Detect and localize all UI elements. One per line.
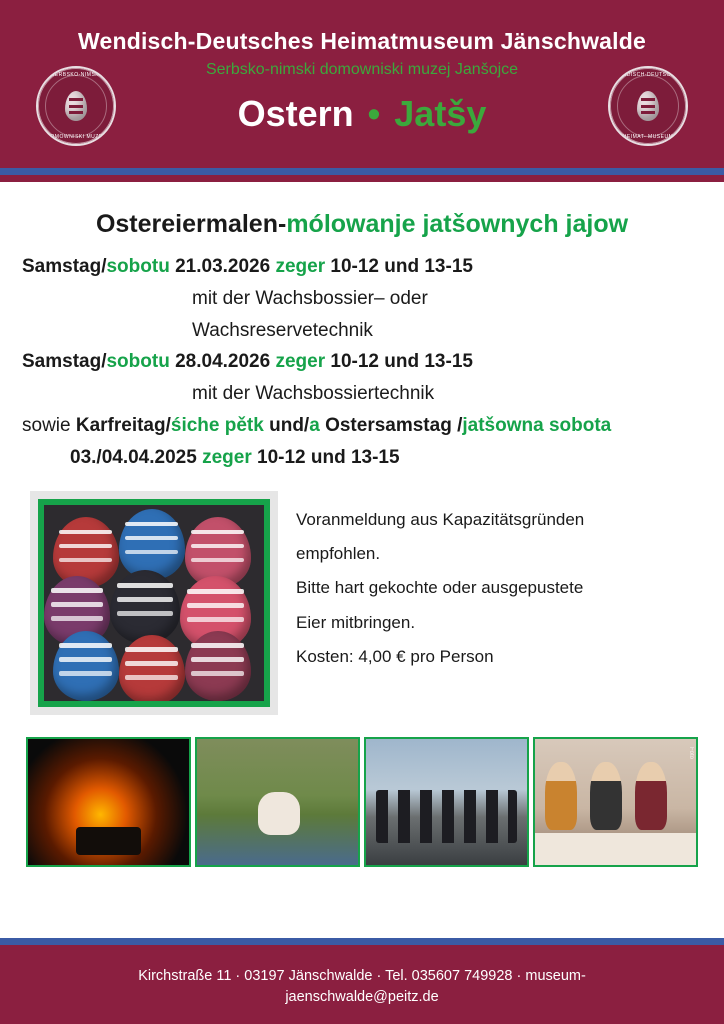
info-line-price: Kosten: 4,00 € pro Person — [296, 646, 494, 666]
section-title-separator: - — [277, 210, 287, 238]
event-time: 10-12 und 13-15 — [325, 256, 473, 277]
decorated-eggs-photo-frame — [38, 499, 270, 707]
egg-icon — [185, 631, 251, 702]
extra-samstag-sorbian: jatšowna sobota — [462, 414, 612, 436]
title-german: Ostern — [237, 93, 354, 134]
event-detail-line: mit der Wachsbossier– oder — [192, 287, 428, 309]
egg-icon — [65, 91, 87, 121]
logo-right-top-text: WENDISCH-DEUTSCHES — [613, 72, 683, 78]
extra-event-time-row — [22, 446, 702, 470]
photo-strip — [22, 737, 702, 867]
museum-logo-left — [36, 66, 116, 146]
museum-logo-right — [608, 66, 688, 146]
extra-und-german: und/ — [263, 414, 310, 436]
poster-footer — [0, 938, 724, 1024]
info-line: Voranmeldung aus Kapazitätsgründen — [296, 510, 585, 530]
event-time: 10-12 und 13-15 — [325, 351, 473, 373]
group-shape — [376, 790, 518, 843]
event-detail-line: Wachsreservetechnik — [192, 319, 373, 341]
person-shape — [545, 762, 577, 830]
extra-karfreitag-german: Karfreitag/ — [75, 414, 171, 436]
logo-right-bottom-text: HEIMAT- MUSEUM — [622, 134, 674, 140]
extra-event-row — [22, 414, 702, 438]
event-time-label: zeger — [275, 256, 326, 277]
stripe-red — [0, 175, 724, 182]
footer-contact — [0, 952, 724, 1024]
osterreiten-photo — [364, 737, 529, 867]
extra-samstag-german: Ostersamstag / — [319, 414, 463, 436]
osterfeuer-photo — [26, 737, 191, 867]
info-line: Bitte hart gekochte oder ausgepustete — [296, 578, 584, 598]
museum-name-sorbian: Serbsko-nimski domowniski muzej Janšojce — [205, 61, 519, 78]
event-day-german: Samstag/ — [22, 351, 107, 373]
extra-date: 03./04.04.2025 — [70, 446, 203, 468]
egg-icon — [53, 631, 119, 702]
stripe-red — [0, 945, 724, 952]
logo-left-top-text: SERBSKO-NIMSKI — [50, 72, 102, 78]
egg-icon — [110, 570, 180, 644]
extra-time-label: zeger — [202, 446, 252, 468]
person-shape — [590, 762, 622, 830]
egg-icon — [119, 509, 185, 580]
event-date-row — [22, 255, 702, 279]
footer-address: Kirchstraße 11 · 03197 Jänschwalde · Tel. 035607 749928 · museum- — [138, 967, 586, 984]
figure-shape — [258, 792, 300, 835]
section-title-german: Ostereiermalen — [95, 210, 278, 238]
person-shape — [635, 762, 667, 830]
section-title — [22, 210, 702, 239]
extra-karfreitag-sorbian: śiche pětk — [170, 414, 264, 436]
table-shape — [535, 833, 696, 866]
middle-section — [22, 491, 702, 715]
footer-stripe — [0, 938, 724, 952]
museum-name-german: Wendisch-Deutsches Heimatmuseum Jänschwalde — [77, 28, 647, 54]
extra-time: 10-12 und 13-15 — [251, 446, 400, 468]
event-day-german: Samstag/ — [22, 256, 107, 277]
egg-icon — [119, 635, 185, 706]
extra-und-sorbian: a — [309, 414, 320, 436]
event-day-sorbian: sobotu — [106, 351, 170, 373]
stripe-blue — [0, 938, 724, 945]
info-line: Eier mitbringen. — [296, 612, 416, 632]
osterwasser-photo — [195, 737, 360, 867]
footer-email: jaenschwalde@peitz.de — [285, 988, 439, 1005]
egg-icon — [637, 91, 659, 121]
event-detail-line: mit der Wachsbossiertechnik — [192, 383, 435, 404]
event-date: 21.03.2026 — [169, 256, 276, 277]
event-time-label: zeger — [275, 351, 326, 373]
title-separator-dot: • — [367, 93, 381, 134]
poster-header — [0, 0, 724, 168]
extra-prefix: sowie — [22, 414, 76, 436]
ostereiermalen-photo — [533, 737, 698, 867]
logo-left-bottom-text: DOMOWNISKI MUZEJ — [46, 134, 106, 140]
decorated-eggs-photo — [30, 491, 278, 715]
stripe-blue — [0, 168, 724, 175]
poster-content — [0, 182, 724, 867]
header-stripe — [0, 168, 724, 182]
info-text-block — [278, 491, 702, 679]
event-date-row — [22, 350, 702, 374]
title-sorbian: Jatšy — [394, 93, 487, 134]
event-day-sorbian: sobotu — [106, 256, 170, 277]
photo-credit: Foto — [688, 747, 694, 760]
section-title-sorbian: mólowanje jatšownych jajow — [286, 210, 629, 238]
event-date: 28.04.2026 — [169, 351, 276, 373]
info-line: empfohlen. — [296, 544, 381, 564]
